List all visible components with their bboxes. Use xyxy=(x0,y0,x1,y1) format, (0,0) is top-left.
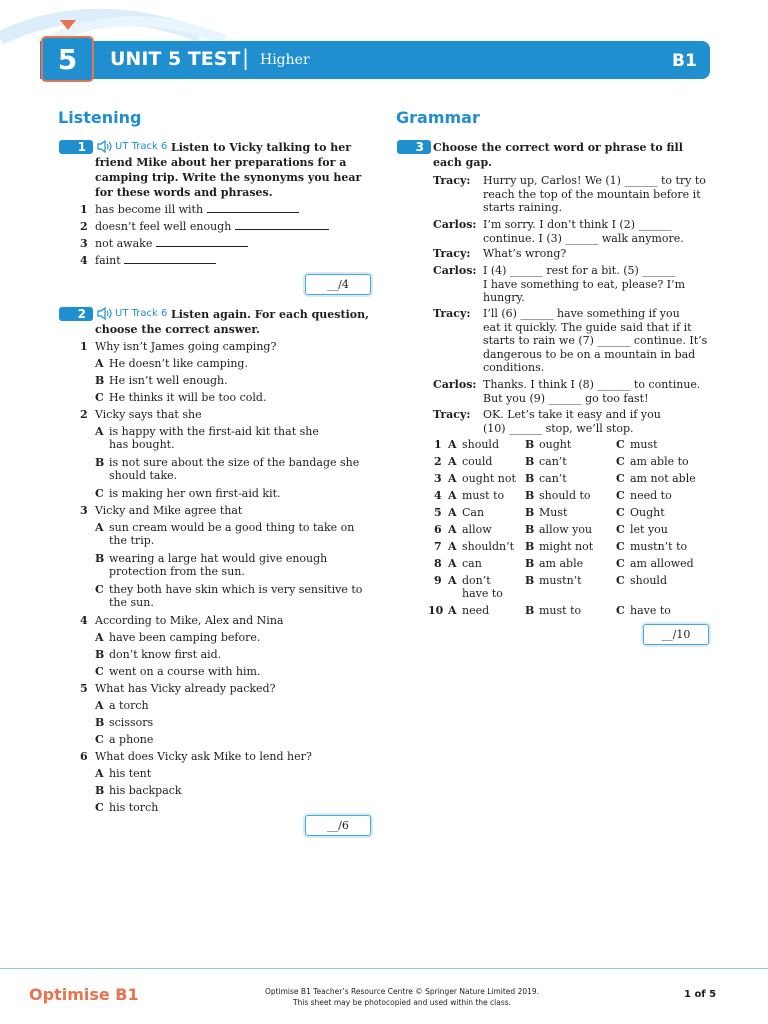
option-a[interactable]: must to xyxy=(462,489,505,502)
dialogue-line: dangerous to be on a mountain in bad xyxy=(483,347,696,361)
dialogue-line: eat it quickly. The guide said that if it xyxy=(483,320,692,334)
answer-blank[interactable] xyxy=(156,237,248,247)
option-text[interactable]: have been camping before. xyxy=(109,631,261,644)
option-text-continued: protection from the sun. xyxy=(109,565,245,578)
option-text-continued: the trip. xyxy=(109,534,155,547)
option-letter-b[interactable]: B xyxy=(525,489,535,502)
audio-track-label: UT Track 6 xyxy=(115,308,168,319)
dialogue-line: starts to rain we (7) ______ continue. It’s xyxy=(483,334,708,347)
answer-blank[interactable] xyxy=(124,254,216,264)
option-c[interactable]: mustn’t to xyxy=(630,540,688,553)
option-letter[interactable]: C xyxy=(95,583,104,596)
option-text[interactable]: He isn’t well enough. xyxy=(109,374,228,387)
option-b[interactable]: ought xyxy=(539,438,572,451)
dialogue-speaker: Tracy: xyxy=(433,307,471,320)
option-letter[interactable]: B xyxy=(95,374,105,387)
option-row-number: 8 xyxy=(434,557,442,570)
option-letter[interactable]: A xyxy=(95,357,104,370)
dialogue-line: Hurry up, Carlos! We (1) ______ to try to xyxy=(483,174,706,187)
option-letter-b[interactable]: B xyxy=(525,438,535,451)
option-letter[interactable]: B xyxy=(95,648,105,661)
option-letter-b[interactable]: B xyxy=(525,455,535,468)
option-letter-a[interactable]: A xyxy=(448,540,457,553)
option-b[interactable]: must to xyxy=(539,604,582,617)
option-a[interactable]: could xyxy=(462,455,493,468)
option-letter[interactable]: C xyxy=(95,665,104,678)
option-text[interactable]: went on a course with him. xyxy=(109,665,261,678)
exercise-number-1: 1 xyxy=(59,140,93,154)
dialogue-speaker: Carlos: xyxy=(433,218,477,231)
dialogue-line: reach the top of the mountain before it xyxy=(483,187,701,201)
option-letter-a[interactable]: A xyxy=(448,489,457,502)
question-number: 4 xyxy=(80,614,88,627)
option-letter-c[interactable]: C xyxy=(616,540,625,553)
unit-number-badge: 5 xyxy=(41,36,94,82)
dialogue-speaker: Tracy: xyxy=(433,174,471,187)
dialogue-line: I’ll (6) ______ have something if you xyxy=(483,307,680,320)
option-letter-a[interactable]: A xyxy=(448,455,457,468)
option-c[interactable]: am not able xyxy=(630,472,696,485)
option-b[interactable]: should to xyxy=(539,489,591,502)
option-c[interactable]: have to xyxy=(630,604,671,617)
option-b[interactable]: can’t xyxy=(539,472,567,485)
exercise-1-score-box: __/4 xyxy=(305,274,371,295)
option-b[interactable]: might not xyxy=(539,540,594,553)
option-text[interactable]: He thinks it will be too cold. xyxy=(109,391,267,404)
option-text[interactable]: his torch xyxy=(109,801,159,814)
question-text: What does Vicky ask Mike to lend her? xyxy=(95,750,312,763)
option-text[interactable]: is happy with the first-aid kit that she xyxy=(109,425,319,438)
option-letter-c[interactable]: C xyxy=(616,438,625,451)
test-title: UNIT 5 TEST xyxy=(110,48,241,70)
vocabulary-item: has become ill with xyxy=(95,203,299,216)
option-letter[interactable]: B xyxy=(95,716,105,729)
copyright-line-2: This sheet may be photocopied and used within the class. xyxy=(292,998,512,1007)
dialogue-speaker: Tracy: xyxy=(433,408,471,421)
option-letter-a[interactable]: A xyxy=(448,506,457,519)
option-letter-a[interactable]: A xyxy=(448,523,457,536)
dialogue-line: But you (9) ______ go too fast! xyxy=(483,391,649,405)
option-a[interactable]: need xyxy=(462,604,490,617)
footer-copyright xyxy=(232,986,572,1008)
dialogue-line: continue. I (3) ______ walk anymore. xyxy=(483,231,684,245)
option-a[interactable]: don’t xyxy=(462,574,491,587)
dialogue-line: What’s wrong? xyxy=(483,247,567,260)
vocabulary-item: doesn’t feel well enough xyxy=(95,220,329,233)
dialogue-line: Thanks. I think I (8) ______ to continue. xyxy=(483,378,701,391)
option-a[interactable]: should xyxy=(462,438,499,451)
option-b[interactable]: allow you xyxy=(539,523,593,536)
question-number: 2 xyxy=(80,408,88,421)
vocabulary-item: faint xyxy=(95,254,216,267)
decorative-arcs xyxy=(0,0,230,45)
option-letter-a[interactable]: A xyxy=(448,574,457,587)
option-letter-b[interactable]: B xyxy=(525,574,535,587)
question-number: 1 xyxy=(80,340,88,353)
question-text: What has Vicky already packed? xyxy=(95,682,276,695)
option-letter-b[interactable]: B xyxy=(525,557,535,570)
dialogue-line: conditions. xyxy=(483,361,545,374)
option-b[interactable]: can’t xyxy=(539,455,567,468)
triangle-marker-icon xyxy=(60,20,76,30)
option-letter[interactable]: C xyxy=(95,801,104,814)
option-letter-b[interactable]: B xyxy=(525,604,535,617)
dialogue-speaker: Carlos: xyxy=(433,264,477,277)
option-row-number: 6 xyxy=(434,523,442,536)
question-text: Vicky says that she xyxy=(95,408,202,421)
option-letter[interactable]: B xyxy=(95,552,105,565)
option-letter-c[interactable]: C xyxy=(616,574,625,587)
option-letter-c[interactable]: C xyxy=(616,472,625,485)
section-title-grammar: Grammar xyxy=(396,108,480,127)
option-c[interactable]: am able to xyxy=(630,455,689,468)
dialogue-speaker: Tracy: xyxy=(433,247,471,260)
option-a-continued: have to xyxy=(462,587,503,600)
exercise-2-score-box: __/6 xyxy=(305,815,371,836)
item-number: 4 xyxy=(80,254,88,267)
audio-track-label: UT Track 6 xyxy=(115,141,168,152)
question-text: Vicky and Mike agree that xyxy=(95,504,243,517)
option-text[interactable]: a torch xyxy=(109,699,149,712)
option-text[interactable]: his backpack xyxy=(109,784,182,797)
item-number: 2 xyxy=(80,220,88,233)
cefr-level: B1 xyxy=(672,51,697,71)
option-text[interactable]: is not sure about the size of the bandage she xyxy=(109,456,360,469)
option-letter-c[interactable]: C xyxy=(616,523,625,536)
footer-divider xyxy=(0,968,768,969)
copyright-line-1: Optimise B1 Teacher’s Resource Centre © Springer Nature Limited 2019. xyxy=(264,987,540,996)
option-letter[interactable]: A xyxy=(95,699,104,712)
option-letter[interactable]: A xyxy=(95,767,104,780)
question-number: 6 xyxy=(80,750,88,763)
option-letter-b[interactable]: B xyxy=(525,506,535,519)
option-a[interactable]: ought not xyxy=(462,472,516,485)
exercise-number-3: 3 xyxy=(397,140,431,154)
option-row-number: 5 xyxy=(434,506,442,519)
option-letter[interactable]: C xyxy=(95,391,104,404)
option-b[interactable]: mustn’t xyxy=(539,574,582,587)
dialogue-line: (10) ______ stop, we’ll stop. xyxy=(483,421,634,435)
option-c[interactable]: need to xyxy=(630,489,672,502)
option-letter[interactable]: A xyxy=(95,521,104,534)
dialogue-speaker: Carlos: xyxy=(433,378,477,391)
test-level-name: Higher xyxy=(260,52,310,68)
option-letter-c[interactable]: C xyxy=(616,489,625,502)
option-letter-a[interactable]: A xyxy=(448,557,457,570)
option-row-number: 7 xyxy=(434,540,442,553)
option-letter-b[interactable]: B xyxy=(525,523,535,536)
option-letter-c[interactable]: C xyxy=(616,506,625,519)
option-text[interactable]: is making her own first-aid kit. xyxy=(109,487,281,500)
dialogue-line: OK. Let’s take it easy and if you xyxy=(483,408,661,421)
option-row-number: 9 xyxy=(434,574,442,587)
option-row-number: 10 xyxy=(428,604,444,617)
section-title-listening: Listening xyxy=(58,108,142,127)
option-letter-a[interactable]: A xyxy=(448,438,457,451)
option-c[interactable]: am allowed xyxy=(630,557,694,570)
option-row-number: 4 xyxy=(434,489,442,502)
option-a[interactable]: can xyxy=(462,557,482,570)
option-text[interactable]: wearing a large hat would give enough xyxy=(109,552,328,565)
exercise-2-instruction: Listen again. For each question, choose the correct answer. xyxy=(95,308,369,336)
question-number: 5 xyxy=(80,682,88,695)
option-c[interactable]: should xyxy=(630,574,667,587)
item-number: 3 xyxy=(80,237,88,250)
option-letter-c[interactable]: C xyxy=(616,557,625,570)
dialogue-line: starts raining. xyxy=(483,201,563,214)
option-text[interactable]: sun cream would be a good thing to take on xyxy=(109,521,355,534)
option-letter-c[interactable]: C xyxy=(616,604,625,617)
option-text[interactable]: his tent xyxy=(109,767,152,780)
exercise-number-2: 2 xyxy=(59,307,93,321)
question-number: 3 xyxy=(80,504,88,517)
option-letter[interactable]: A xyxy=(95,425,104,438)
dialogue-line: hungry. xyxy=(483,291,525,304)
page-number: 1 of 5 xyxy=(684,989,717,1000)
option-letter-c[interactable]: C xyxy=(616,455,625,468)
dialogue-line: I’m sorry. I don’t think I (2) ______ xyxy=(483,218,672,231)
option-letter[interactable]: C xyxy=(95,733,104,746)
exercise-3-score-box: __/10 xyxy=(643,624,709,645)
option-row-number: 3 xyxy=(434,472,442,485)
option-c[interactable]: let you xyxy=(630,523,668,536)
dialogue-line: I (4) ______ rest for a bit. (5) ______ xyxy=(483,264,676,277)
option-letter[interactable]: C xyxy=(95,487,104,500)
question-text: According to Mike, Alex and Nina xyxy=(95,614,284,627)
option-text-continued: should take. xyxy=(109,469,178,482)
footer-brand: Optimise B1 xyxy=(29,985,139,1004)
option-letter[interactable]: B xyxy=(95,456,105,469)
option-c[interactable]: Ought xyxy=(630,506,665,519)
option-letter[interactable]: B xyxy=(95,784,105,797)
option-text-continued: the sun. xyxy=(109,596,154,609)
option-a[interactable]: Can xyxy=(462,506,485,519)
exercise-1-instruction: Listen to Vicky talking to her friend Mike about her preparations for a camping trip. Write the synonyms you hear for these words and phrases. xyxy=(95,141,362,199)
option-text[interactable]: scissors xyxy=(109,716,154,729)
option-text[interactable]: don’t know first aid. xyxy=(109,648,222,661)
dialogue-line: I have something to eat, please? I’m xyxy=(483,277,686,291)
question-text: Why isn’t James going camping? xyxy=(95,340,277,353)
option-text[interactable]: He doesn’t like camping. xyxy=(109,357,248,370)
item-number: 1 xyxy=(80,203,88,216)
option-b[interactable]: Must xyxy=(539,506,568,519)
option-text-continued: has bought. xyxy=(109,438,175,451)
option-c[interactable]: must xyxy=(630,438,658,451)
option-text[interactable]: they both have skin which is very sensitive to xyxy=(109,583,363,596)
option-b[interactable]: am able xyxy=(539,557,584,570)
option-a[interactable]: allow xyxy=(462,523,492,536)
option-text[interactable]: a phone xyxy=(109,733,154,746)
option-letter-b[interactable]: B xyxy=(525,540,535,553)
answer-blank[interactable] xyxy=(235,220,329,230)
option-a[interactable]: shouldn’t xyxy=(462,540,514,553)
option-row-number: 2 xyxy=(434,455,442,468)
option-letter-b[interactable]: B xyxy=(525,472,535,485)
option-letter-a[interactable]: A xyxy=(448,472,457,485)
answer-blank[interactable] xyxy=(207,203,299,213)
title-separator: | xyxy=(242,46,250,70)
option-letter[interactable]: A xyxy=(95,631,104,644)
exercise-3-instruction: Choose the correct word or phrase to fill each gap. xyxy=(433,141,683,169)
option-letter-a[interactable]: A xyxy=(448,604,457,617)
option-row-number: 1 xyxy=(434,438,442,451)
vocabulary-item: not awake xyxy=(95,237,248,250)
